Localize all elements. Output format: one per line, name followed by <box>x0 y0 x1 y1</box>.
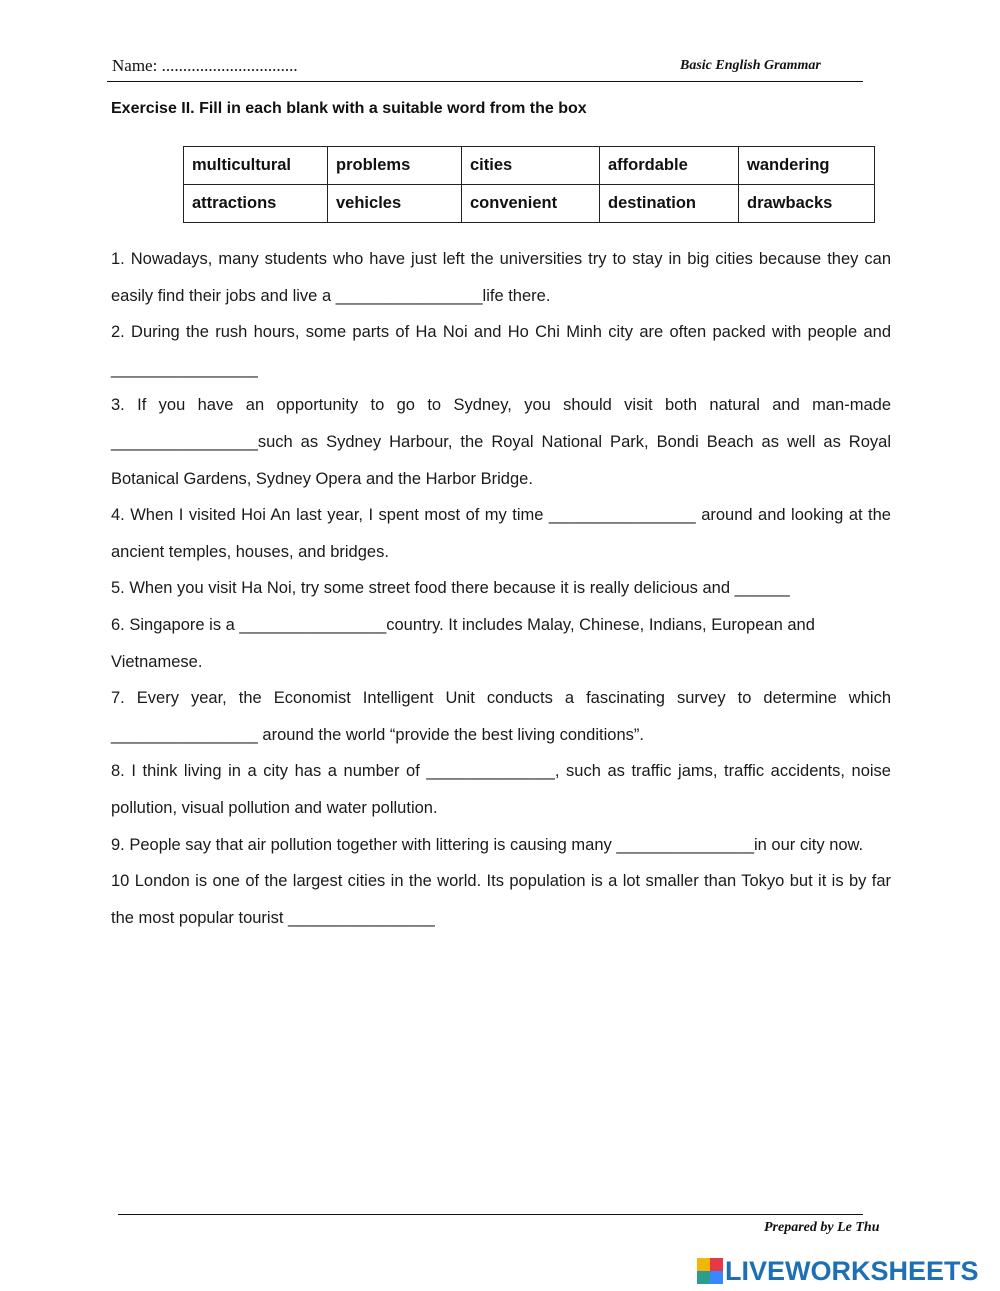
word-box <box>183 146 875 223</box>
logo-square <box>710 1271 723 1284</box>
question-9: 9. People say that air pollution together with littering is causing many _______________in our city now. <box>111 835 864 854</box>
question-2: 2. During the rush hours, some parts of Ha Noi and Ho Chi Minh city are often packed with people and ________________ <box>111 323 891 378</box>
logo-square <box>697 1271 710 1284</box>
header-divider <box>107 81 863 82</box>
word-box-row <box>184 185 875 223</box>
author-credit: Prepared by Le Thu <box>764 1220 880 1235</box>
question-4: 4. When I visited Hoi An last year, I spent most of my time ________________ around and looking at the ancient temples, houses, and bridges. <box>111 506 891 561</box>
question-6: 6. Singapore is a ________________country. It includes Malay, Chinese, Indians, European and Vietnamese. <box>111 615 815 671</box>
question-5: 5. When you visit Ha Noi, try some street food there because it is really delicious and ______ <box>111 579 790 598</box>
word-box-cell: vehicles <box>328 185 462 223</box>
question-7: 7. Every year, the Economist Intelligent Unit conducts a fascinating survey to determine which ________________ around the world “provide the best living conditions”. <box>111 689 891 744</box>
word-box-cell: multicultural <box>184 147 328 185</box>
brand-text: LIVEWORKSHEETS <box>725 1255 979 1286</box>
name-field-label: Name: ................................ <box>112 56 298 75</box>
question-1: 1. Nowadays, many students who have just left the universities try to stay in big cities because they can easily find their jobs and live a ________________life there. <box>111 250 891 305</box>
word-box-cell: affordable <box>600 147 739 185</box>
word-box-cell: problems <box>328 147 462 185</box>
logo-square <box>697 1258 710 1271</box>
question-list <box>111 241 891 936</box>
course-title: Basic English Grammar <box>680 58 821 73</box>
word-box-cell: drawbacks <box>739 185 875 223</box>
question-10: 10 London is one of the largest cities in the world. Its population is a lot smaller than Tokyo but it is by far the most popular tourist ________________ <box>111 872 891 927</box>
question-3: 3. If you have an opportunity to go to Sydney, you should visit both natural and man-made ________________such as Sydney Harbour, the Royal National Park, Bondi Beach as well as Royal Botanical Gardens, Sydney Opera and the Harbor Bridge. <box>111 396 891 488</box>
word-box-cell: wandering <box>739 147 875 185</box>
liveworksheets-logo-icon <box>697 1258 723 1284</box>
word-box-cell: attractions <box>184 185 328 223</box>
question-8: 8. I think living in a city has a number of ______________, such as traffic jams, traffic accidents, noise pollution, visual pollution and water pollution. <box>111 762 891 817</box>
footer-divider <box>118 1214 863 1215</box>
liveworksheets-brand[interactable] <box>697 1256 979 1286</box>
word-box-cell: destination <box>600 185 739 223</box>
word-box-row <box>184 147 875 185</box>
word-box-cell: cities <box>462 147 600 185</box>
exercise-title: Exercise II. Fill in each blank with a suitable word from the box <box>111 100 587 117</box>
word-box-cell: convenient <box>462 185 600 223</box>
logo-square <box>710 1258 723 1271</box>
